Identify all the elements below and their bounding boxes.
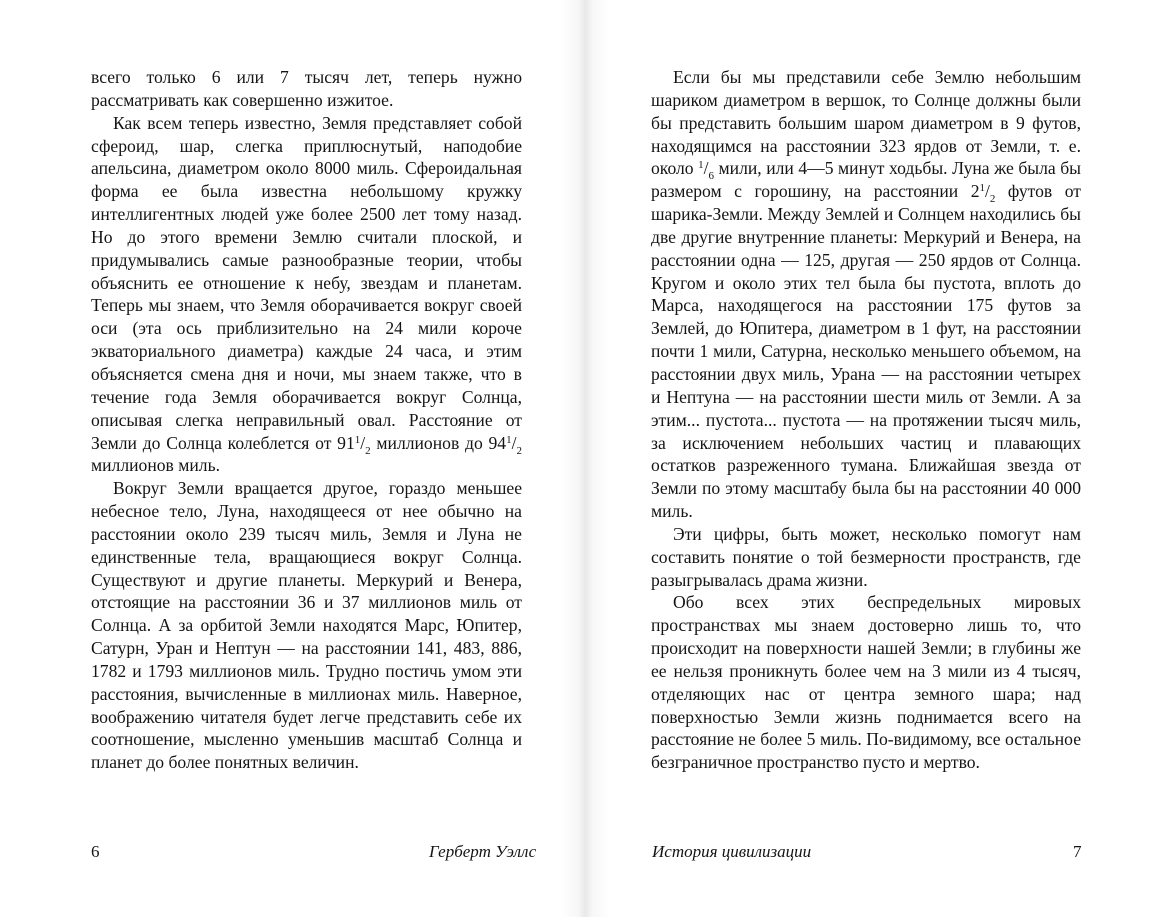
running-head: Герберт Уэллс [429, 842, 537, 861]
page-number: 6 [91, 842, 100, 861]
paragraph: Как всем теперь известно, Земля представляет собой сфероид, шар, слегка приплюснутый, наподобие апельсина, диаметром около 8000 миль. Сфероидальная форма ее была известна небольшому кружку интеллигентных людей уже более 2500 лет тому назад. Но до этого времени Землю считали плоской, и придумывались самые разнообразные теории, чтобы объяснить ее отношение к небу, звездам и планетам. Теперь мы знаем, что Земля оборачивается вокруг своей оси (эта ось приблизительно на 24 мили короче экваториального диаметра) каждые 24 часа, и этим объясняется смена дня и ночи, мы знаем также, что в течение года Земля оборачивается вокруг Солнца, описывая слегка неправильный овал. Расстояние от Земли до Солнца колеблется от $91^1/_2$ миллионов до $94^1/_2$ миллионов миль. [91, 112, 522, 476]
running-head: История цивилизации [652, 842, 812, 861]
paragraph: всего только 6 или 7 тысяч лет, теперь нужно рассматривать как совершенно изжитое. [91, 67, 522, 110]
paragraph: Если бы мы представили себе Землю небольшим шариком диаметром в вершок, то Солнце должны были бы представить большим шаром диаметром в 9 футов, находящимся на расстоянии 323 ярдов от Земли, т. е. около $^1/_6$ мили, или 4—5 минут ходьбы. Луна же была бы размером с горошину, на расстоянии $2^1/_2$ футов от шарика-Земли. Между Землей и Солнцем находились бы две другие внутренние планеты: Меркурий и Венера, на расстоянии одна — 125, другая — 250 ярдов от Солнца. Кругом и около этих тел была бы пустота, вплоть до Марса, находящегося на расстоянии 175 футов за Землей, до Юпитера, диаметром в 1 фут, на расстоянии почти 1 мили, Сатурна, несколько меньшего объемом, на расстоянии двух миль, Урана — на расстоянии четырех и Нептуна — на расстоянии шести миль от Земли. А за этим... пустота... пустота — на протяжении тысяч миль, за исключением небольших частиц и плавающих остатков разреженного тумана. Ближайшая звезда от Земли по этому масштабу была бы на расстоянии 40 000 миль. [651, 67, 1082, 522]
right-page-text [651, 66, 1081, 774]
paragraph: Обо всех этих беспредельных мировых пространствах мы знаем достоверно лишь то, что происходит на поверхности нашей Земли; в глубины же ее нельзя проникнуть более чем на 3 мили из 4 тысяч, отделяющих нас от центра земного шара; над поверхностью Земли жизнь поднимается всего на расстояние не более 5 миль. По-видимому, все остальное безграничное пространство пусто и мертво. [651, 592, 1081, 773]
page-number: 7 [1073, 842, 1082, 861]
paragraph: Эти цифры, быть может, несколько помогут нам составить понятие о той безмерности пространств, где разыгрывалась драма жизни. [651, 523, 1081, 590]
paragraph: Вокруг Земли вращается другое, гораздо меньшее небесное тело, Луна, находящееся от нее обычно на расстоянии около 239 тысяч миль, Земля и Луна не единственные тела, вращающиеся вокруг Солнца. Существуют и другие планеты. Меркурий и Венера, отстоящие на расстоянии 36 и 37 миллионов миль от Солнца. А за орбитой Земли находятся Марс, Юпитер, Сатурн, Уран и Нептун — на расстоянии 141, 483, 886, 1782 и 1793 миллионов миль. Трудно постичь умом эти расстояния, вычисленные в миллионах миль. Наверное, воображению читателя будет легче представить себе их соотношение, мысленно уменьшив масштаб Солнца и планет до более понятных величин. [91, 478, 522, 773]
left-page-text [91, 66, 522, 774]
right-page [585, 0, 1170, 917]
